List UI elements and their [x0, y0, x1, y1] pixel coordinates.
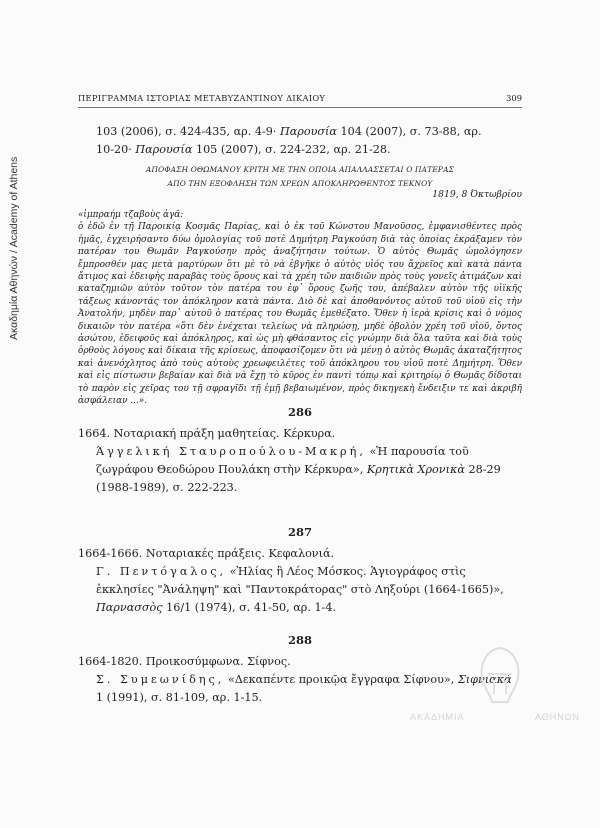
running-header: [78, 91, 522, 108]
side-label: Ακαδημία Αθηνών / Academy of Athens: [8, 156, 20, 340]
watermark-right: ΑΘΗΝΩΝ: [534, 712, 580, 722]
entry-number: 288: [287, 633, 312, 647]
entry-286: 1664. Νοταριακή πράξη μαθητείας. Κέρκυρα. Άγγελική Σταυροπούλου-Μακρή, «Ἡ παρουσία τοῦ ζωγράφου Θεοδώρου Πουλάκη στὴν Κέρκυρα», Κρητικὰ Χρονικὰ 28-29 (1988-1989), σ. 222-223.: [78, 427, 501, 494]
quoted-document: «ἰμπραήμ τζαβοὺς ἀγᾶ: ὁ ἐδῶ ἐν τῇ Παροικίᾳ Κοσμᾶς Παρίας, καὶ ὁ ἐκ τοῦ Κώνστου Μανοῦσος, ἐμφανισθέντες πρὸς ἡμᾶς, ἐγχειρήσαντο δύω ὁμολογίας τοῦ ποτὲ Δημήτρη Ραγκούση διὰ τὰς ὁποίας ἐκράξαμεν τὸν πατέραν του Θωμᾶν Ραγκούσην πρὸς ἀναζήτησιν τούτων. Ὁ αὐτὸς Θωμᾶς ὡμολόγησεν ἔμπροσθέν μας μετὰ μαρτύρων ὅτι μὲ τὸ νὰ ἐβγῆκε ὁ αὐτὸς υἱός του ἄχρεῖος καὶ κατὰ πάντα ἄτιμος καὶ ἐδειφὴς παραβὰς τοὺς ὅρους καὶ τὰ χρέη τῶν παιδιῶν πρὸς τοὺς γονεῖς ἀτιμάζων καὶ καταζημιῶν αὐτὸν τοῦτον τὸν πατέρα του ἐφ᾽ ὅρους ζωῆς του, ἀπέβαλεν αὐτὸν τῆς υἱϊκῆς τάξεως κάνοντάς τον ἀπόκληρον κατὰ πάντα. Διὸ δὲ καὶ ἀποθανόντος αὐτοῦ τοῦ υἱοῦ εἰς τὴν Ἀνατολήν, μηδὲν παρ᾽ αὐτοῦ ὁ πατέρας του Θωμᾶς ἐμεθέξατο. Ὅθεν ἡ ἱερὰ κρίσις καὶ ὁ νόμος δικαιῶν τὸν πατέρα «ὅτι δὲν ἐνέχεται τελείως νὰ πληρώσῃ, μηδὲ ὀβολὸν χρέη τοῦ υἱοῦ, ὄντος ἀσώτου, ἐδειφοῦς καὶ ἀπόκληρος, καὶ ὡς μὴ φθάσαντος εἰς γνώμην διὰ ὅλα ταῦτα καὶ διὰ τοὺς ὀρθοὺς λόγους καὶ δίκαια τῆς κρίσεως, ἀποφασίζομεν ὅτι νὰ μένῃ ὁ αὐτὸς Θωμᾶς ἀκαταζήτητος καὶ ἀνενόχλητος ἀπὸ τοὺς αὐτοὺς χρεωφειλέτες τοῦ ἀπόκληρου του υἱοῦ ποτὲ Δημήτρη. Ὅθεν καὶ εἰς πίστωσιν βεβαίαν καὶ διὰ νὰ ἔχῃ τὸ κῦρος ἐν παντὶ τόπῳ καὶ κριτηρίῳ ὁ Θωμᾶς δίδοται τὸ παρὸν εἰς χεῖρας του τῇ σφραγῖδι τῇ ἐμῇ βεβαιωμένον, πρὸς δικηγεκὴ ἔνδειξιν τε καὶ ἀκριβῆ ἀσφάλειαν ...».: [78, 210, 522, 407]
document-title: ΑΠΟΦΑΣΗ ΟΘΩΜΑΝΟΥ ΚΡΙΤΗ ΜΕ ΤΗΝ ΟΠΟΙΑ ΑΠΑΛΛΑΣΣΕΤΑΙ Ο ΠΑΤΕΡΑΣ ΑΠΟ ΤΗΝ ΕΞΟΦΛΗΣΗ ΤΩΝ ΧΡΕΩΝ ΑΠΟΚΛΗΡΩΘΕΝΤΟΣ ΤΕΚΝΟΥ: [145, 165, 455, 188]
document-date: 1819, 8 Όκτωβρίου: [432, 189, 522, 200]
helmet-logo-icon: [472, 644, 528, 706]
entry-number: 286: [287, 405, 312, 419]
intro-text: 103 (2006), σ. 424-435, αρ. 4-9· Παρουσία 104 (2007), σ. 73-88, αρ. 10-20· Παρουσία 105 (2007), σ. 224-232, αρ. 21-28.: [96, 125, 482, 156]
entry-288: 1664-1820. Προικοσύμφωνα. Σίφνος. Σ. Συμεωνίδης, «Δεκαπέντε προικῷα ἔγγραφα Σίφνου», Σιφνιακὰ 1 (1991), σ. 81-109, αρ. 1-15.: [78, 655, 512, 704]
header-title: ΠΕΡΙΓΡΑΜΜΑ ΙΣΤΟΡΙΑΣ ΜΕΤΑΒΥΖΑΝΤΙΝΟΥ ΔΙΚΑΙΟΥ: [78, 93, 326, 103]
watermark-left: ΑΚΑΔΗΜΙΑ: [410, 712, 465, 722]
entry-number: 287: [287, 525, 312, 539]
page-number: 309: [506, 93, 522, 103]
academy-watermark: [410, 640, 580, 750]
entry-287: 1664-1666. Νοταριακές πράξεις. Κεφαλονιά. Γ. Πεντόγαλος, «Ἠλίας ἢ Λέος Μόσκος. Ἁγιογράφος στὶς ἐκκλησίες "Ἀνάληψη" καὶ "Παντοκράτορας" στὸ Ληξούρι (1664-1665)», Παρνασσὸς 16/1 (1974), σ. 41-50, αρ. 1-4.: [78, 547, 504, 614]
